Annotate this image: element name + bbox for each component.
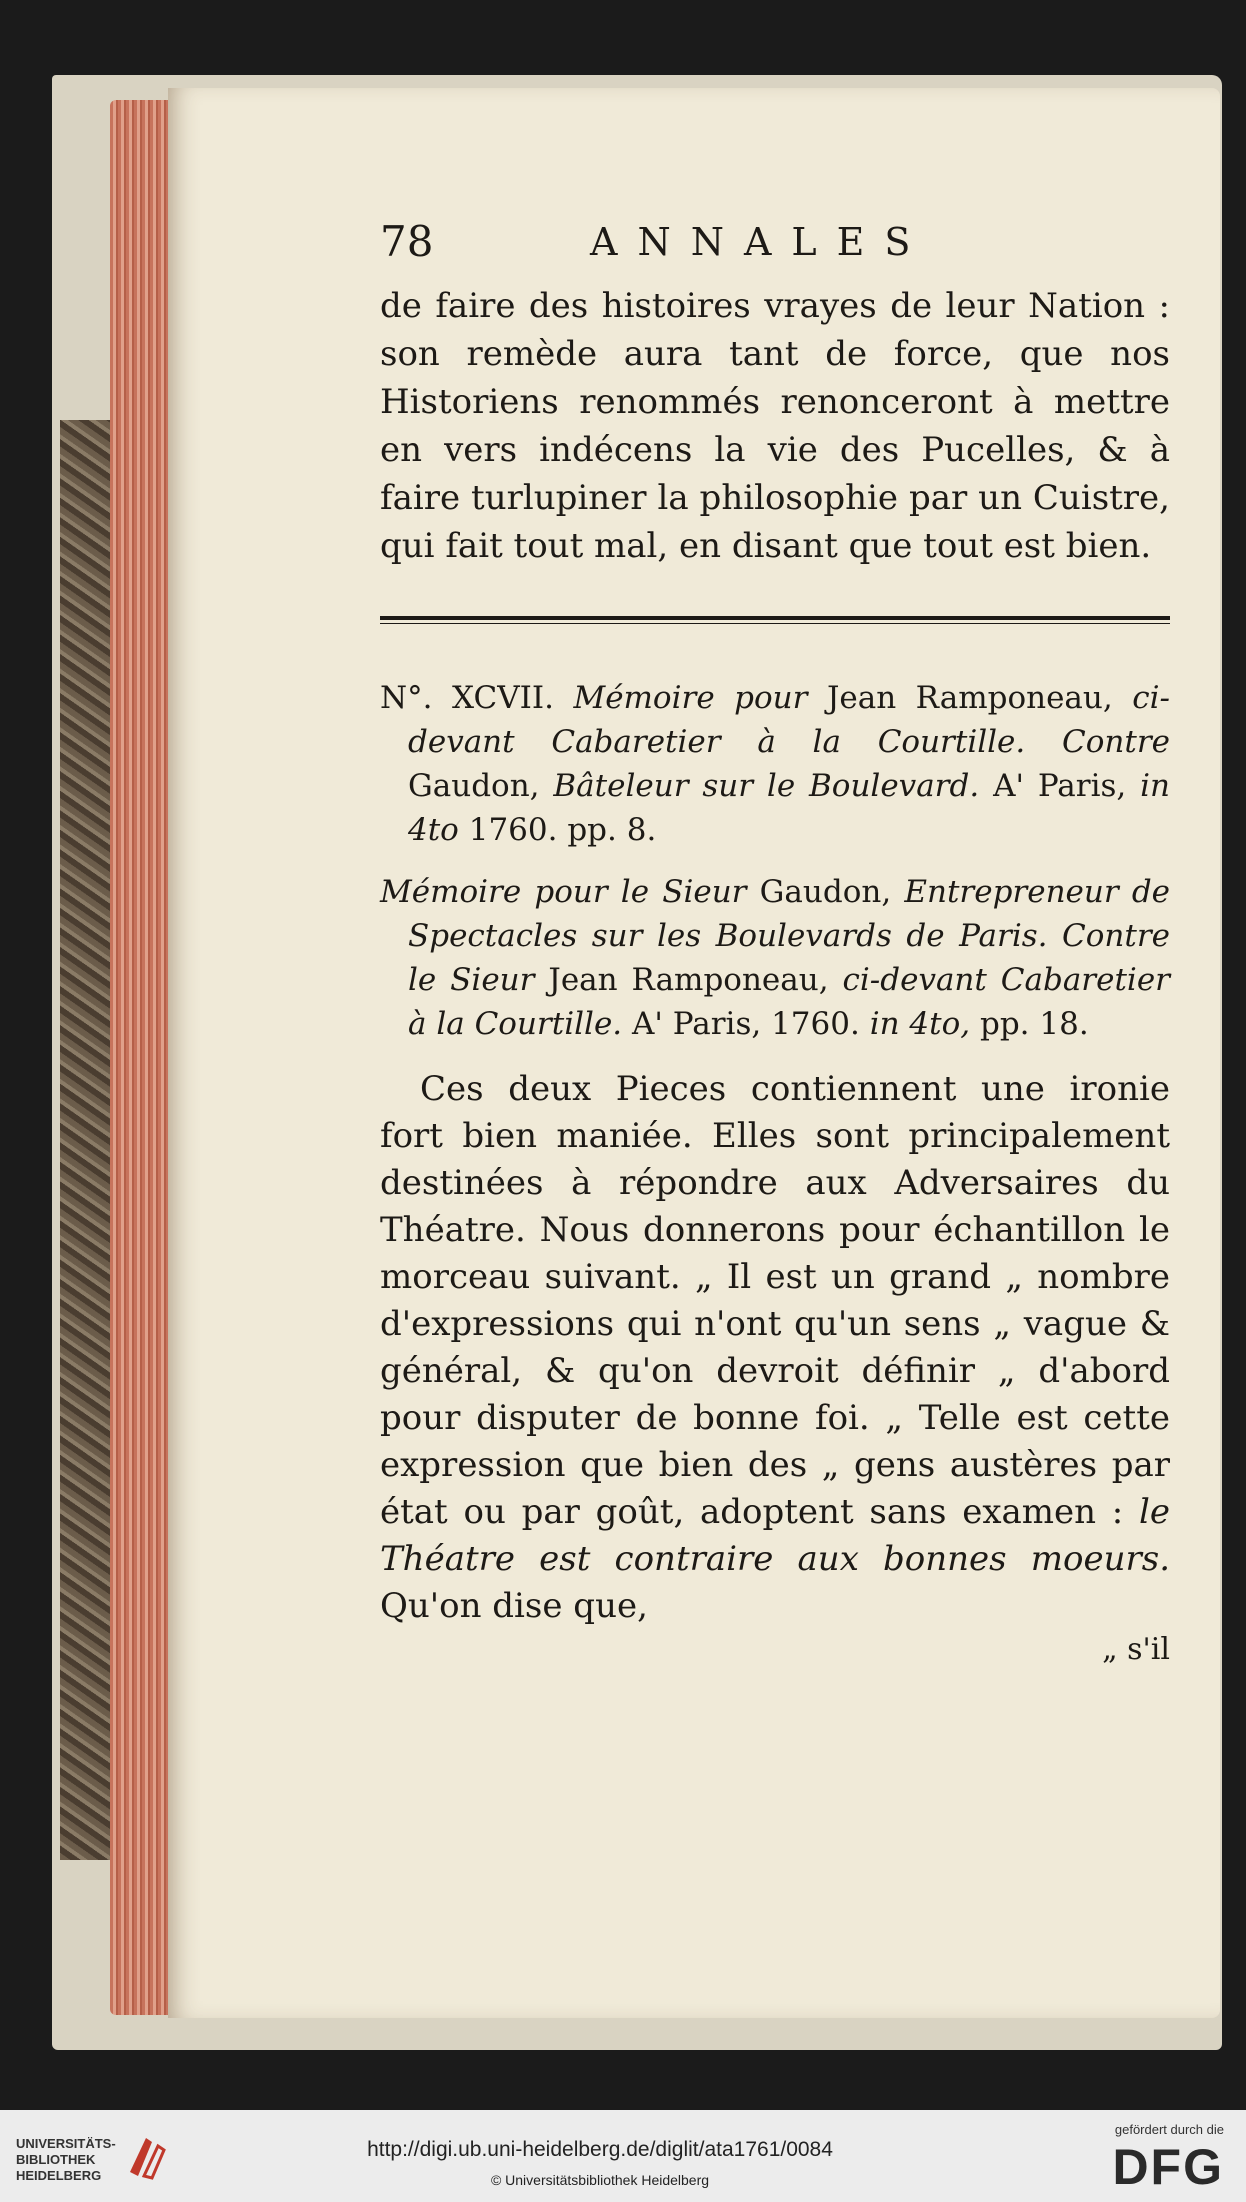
entry-2-title-b: Entrepreneur de Spectacles sur les Boulevards de Paris. Contre le Sieur [408, 874, 1171, 998]
page-text-block [380, 212, 1170, 1670]
entry-1-imprint: A' Paris, [993, 768, 1127, 804]
entry-1-year-pages: 1760. pp. 8. [468, 812, 657, 848]
entry-1-name-a: Jean Ramponeau, [826, 680, 1113, 716]
review-text-end: Qu'on dise que, [380, 1586, 648, 1626]
entry-1-title-d: Bâteleur sur le Boulevard. [553, 768, 980, 804]
library-logo-icon [126, 2132, 168, 2180]
library-logo-text [16, 2136, 116, 2184]
catchword: „ s'il [1102, 1632, 1170, 1667]
entry-2-format: in 4to, [869, 1006, 971, 1042]
entry-1-name-c: Gaudon, [408, 768, 540, 804]
entry-2-name-a: Gaudon, [759, 874, 892, 910]
section-rule [380, 616, 1170, 624]
viewer-footer [0, 2110, 1246, 2202]
entry-2-title-c: ci-devant Cabaretier à la Courtille. [408, 962, 1171, 1042]
entry-2-pages: pp. 18. [979, 1006, 1089, 1042]
entry-number: N°. XCVII. [380, 680, 554, 716]
review-italic-quote: le Théatre est contraire aux bonnes moeurs. [380, 1492, 1170, 1579]
running-title: ANNALES [590, 220, 931, 264]
running-head [380, 212, 1170, 272]
funder-label: gefördert durch die [1114, 2122, 1224, 2137]
library-logo-label: UNIVERSITÄTS- BIBLIOTHEK HEIDELBERG [16, 2136, 116, 2183]
review-text: Ces deux Pieces contiennent une ironie fort bien maniée. Elles sont principalement destinées à répondre aux Adversaires du Théatre. Nous donnerons pour échantillon le morceau suivant. „ Il est un grand „ nombre d'expressions qui n'ont qu'un sens „ vague & général, & qu'on devroit définir „ d'abord pour disputer de bonne foi. „ Telle est cette expression que bien des „ gens austères par état ou par goût, adoptent sans examen : [380, 1069, 1170, 1532]
entry-1-title-b: ci-devant Cabaretier à la Courtille. [408, 680, 1170, 760]
entry-2-title-a: Mémoire pour le Sieur [380, 874, 747, 910]
bibliographic-entry-2 [380, 870, 1170, 1046]
dfg-logo: DFG [1112, 2139, 1224, 2195]
copyright-notice: © Universitätsbibliothek Heidelberg [490, 2172, 710, 2188]
bibliographic-entry-1 [380, 676, 1170, 852]
paragraph-1: de faire des histoires vrayes de leur Nation : son remède aura tant de force, que nos Historiens renommés renonceront à mettre en vers indécens la vie des Pucelles, & à faire turlupiner la philosophie par un Cuistre, qui fait tout mal, en disant que tout est bien. [380, 286, 1170, 566]
review-paragraph [380, 1066, 1170, 1630]
entry-1-format: in 4to [408, 768, 1171, 848]
entry-2-name-b: Jean Ramponeau, [548, 962, 829, 998]
page-number: 78 [380, 217, 434, 266]
entry-2-imprint: A' Paris, 1760. [632, 1006, 860, 1042]
entry-1-title-a: Mémoire pour [573, 680, 808, 716]
entry-1-word-c: Contre [1062, 724, 1170, 760]
permalink-url[interactable]: http://digi.ub.uni-heidelberg.de/diglit/ata1761/0084 [367, 2138, 833, 2161]
